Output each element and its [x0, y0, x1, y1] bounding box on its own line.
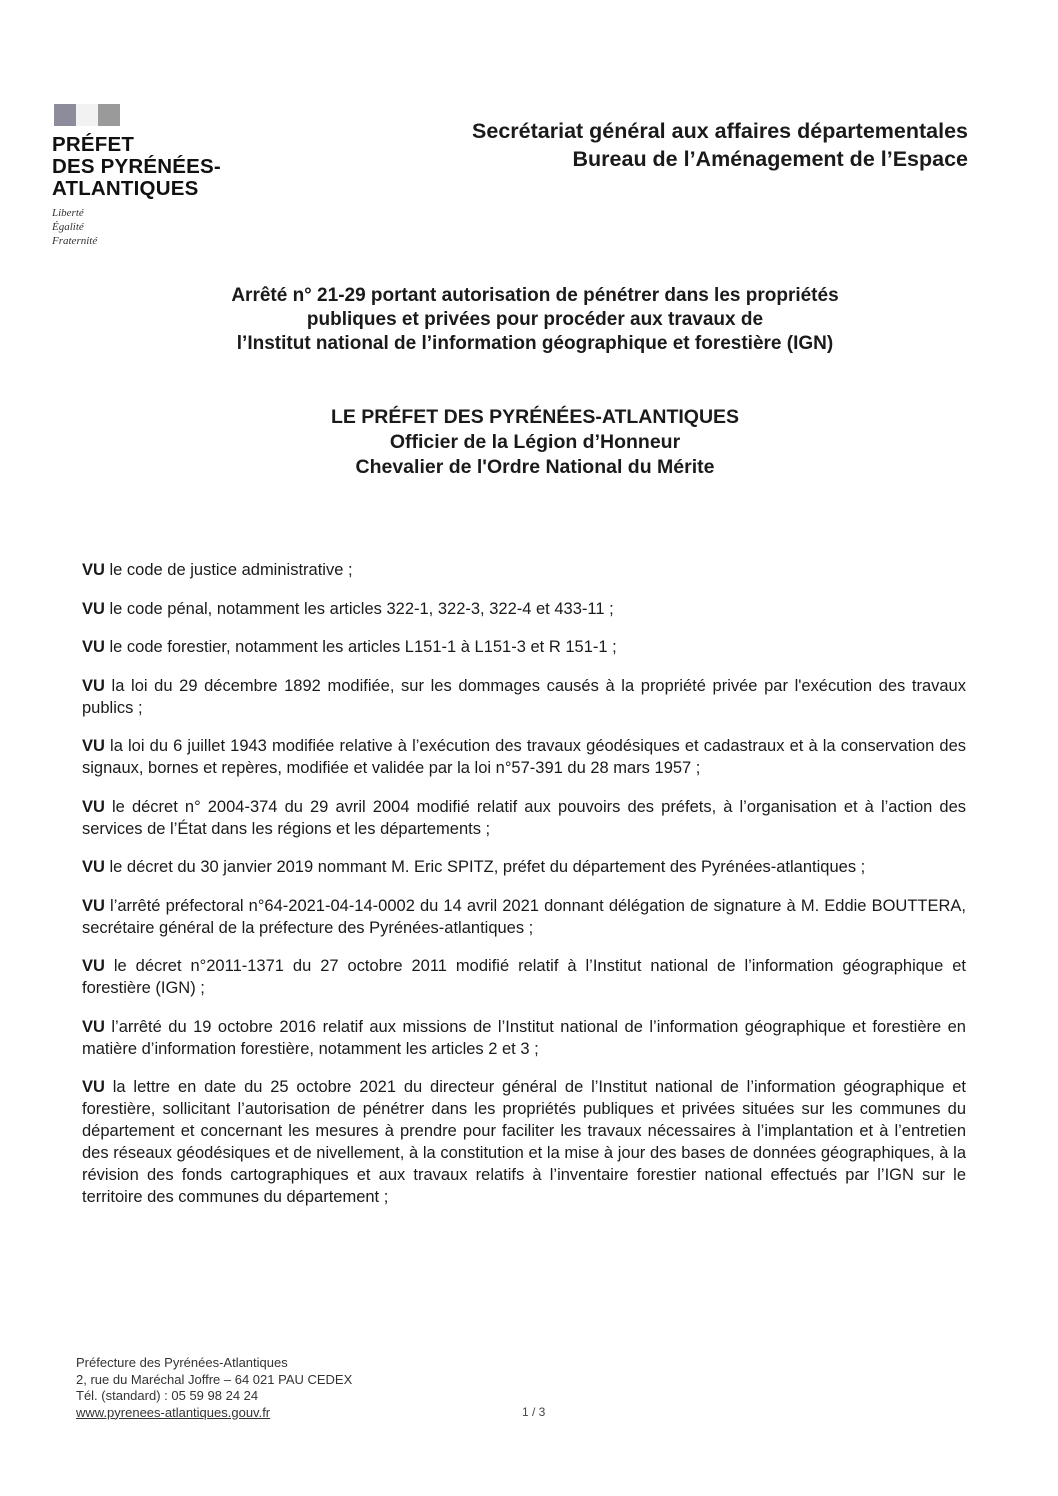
- visa-keyword: VU: [82, 638, 105, 656]
- visa-item: [82, 895, 966, 939]
- visa-item: [82, 559, 966, 581]
- visa-item: [82, 735, 966, 779]
- prefecture-logo: [52, 104, 252, 248]
- visa-text: le code forestier, notamment les articles L151-1 à L151-3 et R 151-1 ;: [104, 638, 617, 656]
- motto-fraternite: Fraternité: [52, 235, 98, 247]
- motto-egalite: Égalité: [52, 221, 84, 233]
- prefet-line-2: Officier de la Légion d’Honneur: [389, 431, 681, 453]
- visa-text: le décret n°2011-1371 du 27 octobre 2011 modifié relatif à l’Institut national de l’information géographique et forestière (IGN) ;: [82, 957, 966, 997]
- footer-phone: Tél. (standard) : 05 59 98 24 24: [76, 1388, 259, 1403]
- visa-keyword: VU: [82, 676, 105, 695]
- visa-keyword: VU: [82, 1078, 105, 1096]
- visa-item: [82, 955, 966, 999]
- logo-line-3: ATLANTIQUES: [52, 177, 199, 200]
- service-heading: [472, 117, 968, 173]
- visa-text: le code de justice administrative ;: [104, 561, 353, 579]
- visa-item: [82, 675, 966, 719]
- prefet-line-1: LE PRÉFET DES PYRÉNÉES-ATLANTIQUES: [330, 406, 740, 428]
- prefet-heading: [140, 405, 930, 480]
- decree-title: [140, 284, 930, 356]
- visa-item: [82, 796, 966, 840]
- title-line-1: Arrêté n° 21-29 portant autorisation de pénétrer dans les propriétés: [231, 285, 839, 306]
- visa-text: la loi du 29 décembre 1892 modifiée, sur les dommages causés à la propriété privée par l'exécution des travaux publics ;: [82, 676, 966, 717]
- logo-line-1: PRÉFET: [52, 133, 135, 156]
- footer-website-link[interactable]: www.pyrenees-atlantiques.gouv.fr: [76, 1404, 271, 1420]
- visa-keyword: VU: [82, 1017, 105, 1036]
- visa-item: [82, 598, 966, 620]
- visa-keyword: VU: [82, 561, 105, 579]
- visa-item: [82, 1076, 966, 1208]
- visa-keyword: VU: [82, 599, 105, 618]
- title-line-2: publiques et privées pour procéder aux travaux de: [306, 309, 764, 330]
- visa-text: le décret du 30 janvier 2019 nommant M. Eric SPITZ, préfet du département des Pyrénées-atlantiques ;: [104, 858, 866, 876]
- footer-address-name: Préfecture des Pyrénées-Atlantiques: [76, 1355, 288, 1370]
- visa-item: [82, 1016, 966, 1060]
- visa-keyword: VU: [82, 858, 105, 876]
- page-footer: [76, 1355, 352, 1421]
- page-number: 1 / 3: [522, 1405, 546, 1419]
- visa-text: le code pénal, notamment les articles 322-1, 322-3, 322-4 et 433-11 ;: [104, 599, 614, 618]
- motto-liberte: Liberté: [52, 207, 84, 219]
- visa-text: l’arrêté du 19 octobre 2016 relatif aux missions de l’Institut national de l’information géographique et forestière en matière d’information forestière, notamment les articles 2 et 3 ;: [82, 1017, 966, 1058]
- marianne-flag-icon: [54, 104, 120, 126]
- service-line-1: Secrétariat général aux affaires départementales: [472, 119, 968, 143]
- visa-keyword: VU: [82, 797, 105, 816]
- service-line-2: Bureau de l’Aménagement de l’Espace: [572, 147, 968, 171]
- visa-text: la loi du 6 juillet 1943 modifiée relative à l’exécution des travaux géodésiques et cadastraux et à la conservation des signaux, bornes et repères, modifiée et validée par la loi n°57-391 du 28 mars 1957 ;: [82, 737, 966, 777]
- visa-item: [82, 856, 966, 878]
- visas-list: [82, 559, 966, 1223]
- visa-keyword: VU: [82, 957, 105, 975]
- visa-text: la lettre en date du 25 octobre 2021 du directeur général de l’Institut national de l’information géographique et forestière, sollicitant l’autorisation de pénétrer dans les propriétés publiques et privées situées sur les communes du département et concernant les mesures à prendre pour faciliter les travaux nécessaires à l’implantation et à l’entretien des réseaux géodésiques et de nivellement, à la constitution et la mise à jour des bases de données géographiques, à la révision des fonds cartographiques et aux travaux relatifs à l’inventaire forestier national effectués par l’IGN sur le territoire des communes du département ;: [82, 1078, 966, 1206]
- visa-keyword: VU: [82, 896, 105, 915]
- visa-text: le décret n° 2004-374 du 29 avril 2004 modifié relatif aux pouvoirs des préfets, à l’organisation et à l’action des services de l’État dans les régions et les départements ;: [82, 797, 966, 838]
- republic-motto: [52, 206, 252, 248]
- title-line-3: l’Institut national de l’information géographique et forestière (IGN): [236, 333, 834, 354]
- footer-address-street: 2, rue du Maréchal Joffre – 64 021 PAU CEDEX: [76, 1371, 353, 1387]
- visa-item: [82, 636, 966, 658]
- logo-line-2: DES PYRÉNÉES-: [52, 155, 221, 178]
- visa-keyword: VU: [82, 737, 105, 755]
- visa-text: l’arrêté préfectoral n°64-2021-04-14-0002 du 14 avril 2021 donnant délégation de signature à M. Eddie BOUTTERA, secrétaire général de la préfecture des Pyrénées-atlantiques ;: [82, 896, 966, 937]
- prefet-line-3: Chevalier de l'Ordre National du Mérite: [355, 456, 715, 478]
